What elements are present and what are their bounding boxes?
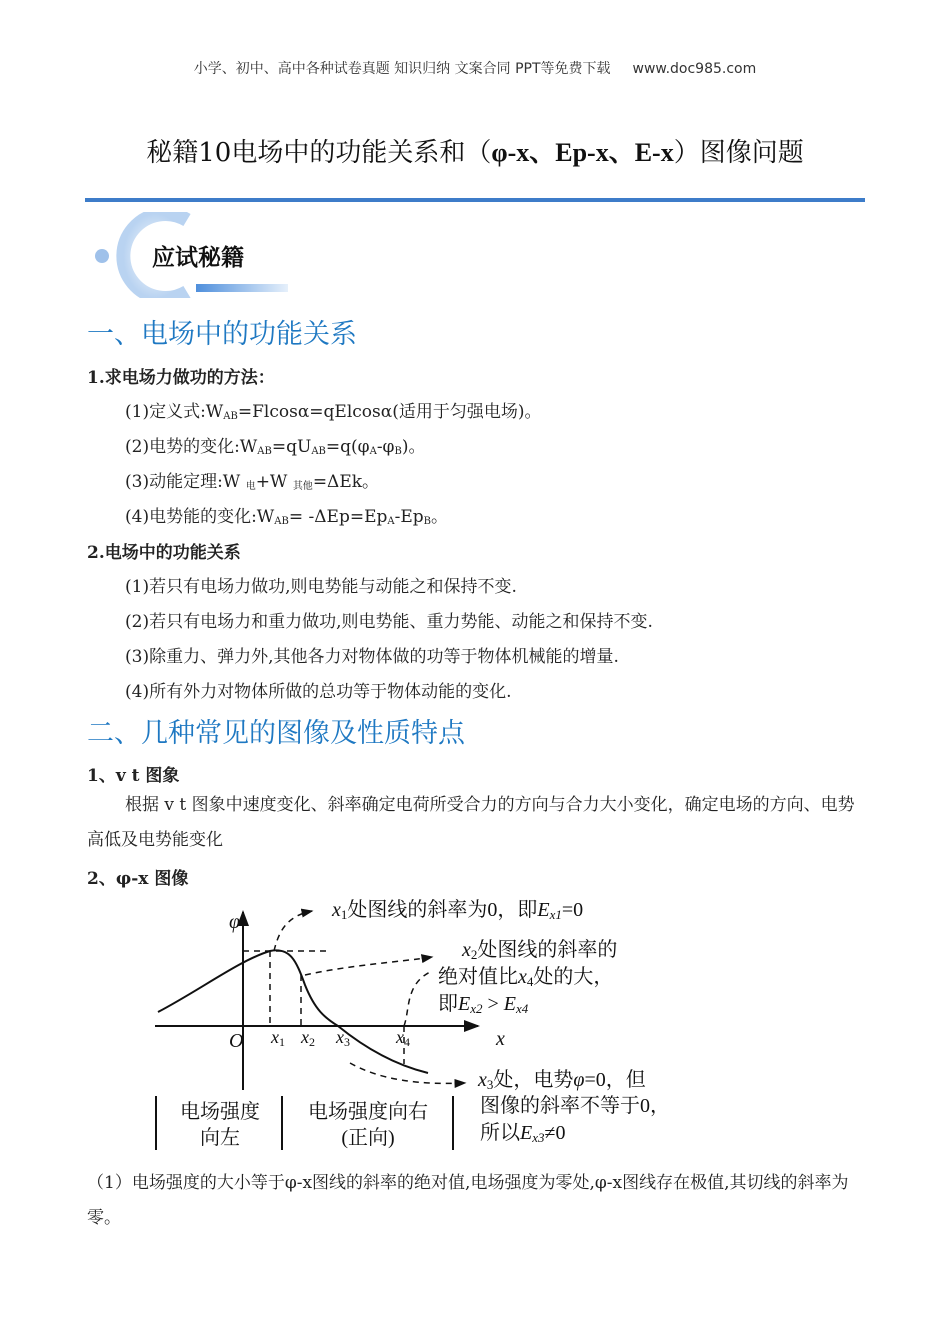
subheading-2: 2.电场中的功能关系 [87, 543, 241, 563]
relation-3: (3)除重力、弹力外,其他各力对物体做的功等于物体机械能的增量. [125, 647, 619, 667]
note-paragraph: （1）电场强度的大小等于φ-x图线的斜率的绝对值,电场强度为零处,φ-x图线存在极值,其切线的斜率为零。 [87, 1173, 849, 1228]
origin-label: O [229, 1030, 244, 1052]
title-formula: φ-x、Ep-x、E-x [491, 138, 674, 167]
header-text: 小学、初中、高中各种试卷真题 知识归纳 文案合同 PPT等免费下载 [193, 61, 611, 77]
x2-label: x2 [301, 1027, 315, 1049]
callout-x2-line1: x2处图线的斜率的 [462, 939, 618, 962]
callout-x2-line2: 绝对值比x4处的大， [438, 966, 614, 989]
callout-x3-line2: 图像的斜率不等于0， [480, 1095, 670, 1117]
region-right-line1: 电场强度向右 [308, 1101, 428, 1123]
title-suffix: ）图像问题 [673, 138, 804, 168]
relation-1: (1)若只有电场力做功,则电势能与动能之和保持不变. [125, 577, 517, 597]
section-heading-2: 二、几种常见的图像及性质特点 [87, 718, 465, 749]
region-left-line1: 电场强度 [180, 1101, 260, 1123]
region-right-line2: (正向) [341, 1127, 395, 1149]
phix-title: 2、φ-x 图像 [87, 869, 189, 889]
x1-label: x1 [271, 1027, 285, 1049]
method-2: (2)电势的变化$:W_{AB}=qU_{AB}=q(\varphi_A-\varphi_B)$。 [125, 437, 426, 457]
phi-axis-label: φ [229, 911, 241, 933]
region-left-line2: 向左 [200, 1127, 240, 1149]
method-4: (4)电势能的变化$:W_{AB}= -\Delta Ep=Ep_A-Ep_B$。 [125, 507, 448, 527]
method-3: (3)动能定理:W $_电$+W $_{其他}$=ΔEk。 [125, 472, 380, 492]
x4-label: x4 [396, 1027, 410, 1049]
callout-x1: x1处图线的斜率为0，即Ex1=0 [332, 899, 584, 922]
callout-x3-line1: x3处，电势φ=0，但 [478, 1069, 646, 1092]
header-url[interactable]: www.doc985.com [632, 61, 757, 77]
vt-paragraph: 根据 v t 图象中速度变化、斜率确定电荷所受合力的方向与合力大小变化，确定电场的方向、电势高低及电势能变化 [87, 795, 855, 850]
title-prefix: 秘籍10电场中的功能关系和（ [146, 138, 492, 168]
x3-label: x3 [336, 1027, 350, 1049]
subheading-1: 1.求电场力做功的方法： [87, 368, 275, 388]
relation-2: (2)若只有电场力和重力做功,则电势能、重力势能、动能之和保持不变. [125, 612, 653, 632]
callout-x3-line3: 所以Ex3≠0 [480, 1122, 566, 1145]
relation-4: (4)所有外力对物体所做的总功等于物体动能的变化. [125, 682, 512, 702]
section-heading-1: 一、电场中的功能关系 [87, 319, 357, 350]
method-1: (1)定义式$:W_{AB}=Flcos\alpha=qElcos\alpha$(适用于匀强电场)。 [125, 402, 542, 422]
badge-label: 应试秘籍 [152, 245, 244, 271]
phi-curve [158, 950, 428, 1073]
x-axis-label: x [496, 1028, 505, 1050]
callout-x2-line3: 即Ex2 > Ex4 [438, 993, 529, 1016]
vt-title: 1、v t 图象 [87, 766, 180, 786]
